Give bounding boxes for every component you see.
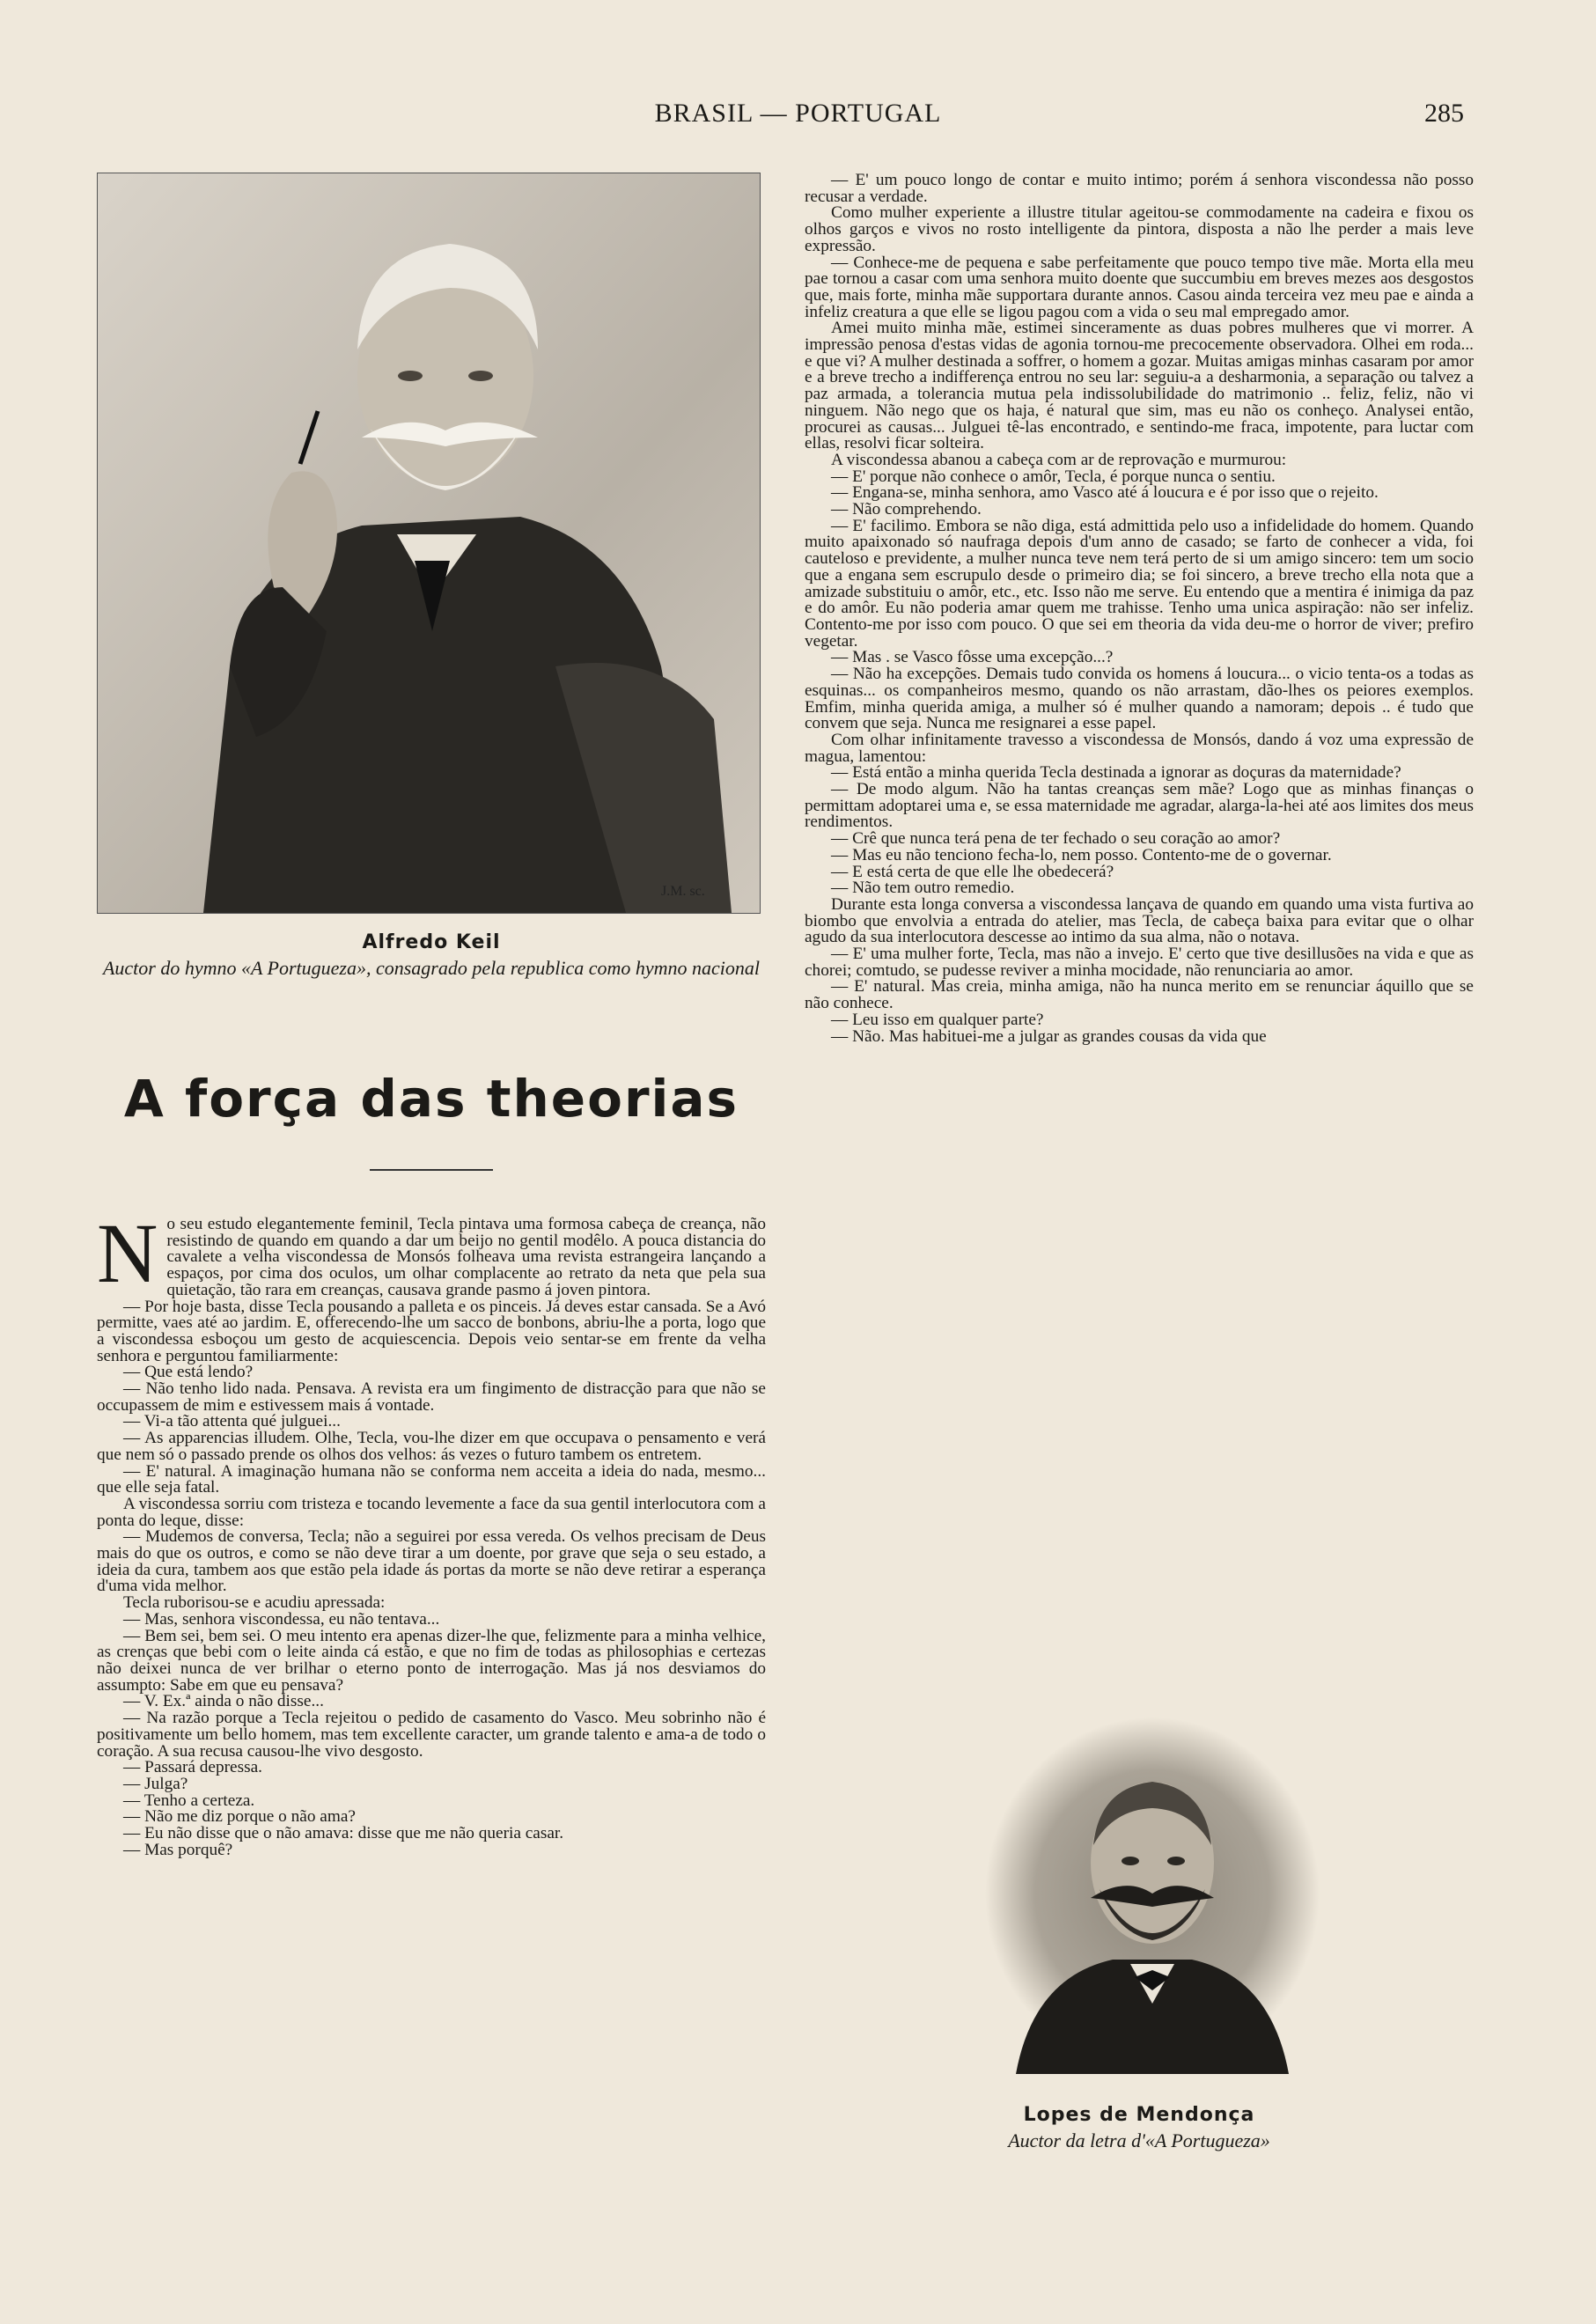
paragraph: — Não tem outro remedio. [831,879,1015,898]
paragraph: — Mas porquê? [123,1840,233,1859]
paragraph [97,1206,766,1300]
paragraph: — Não me diz porque o não ama? [123,1807,356,1827]
title-divider [370,1169,493,1171]
engraver-signature: J.M. sc. [661,884,705,899]
article-text-right [805,173,1474,1045]
page-number: 285 [1424,99,1464,128]
paragraph: — Bem sei, bem sei. O meu intento era apenas dizer-lhe que, felizmente para a minha velhice, as crenças que bebi com o leite ainda cá estão, e que no fim de todas as philosophias e certezas não deixei nunca de ver brilhar o eterno ponto de interrogação. Mas já nos desviamos do assumpto: Sabe em que eu pensava? [97,1626,766,1695]
paragraph: — Não. Mas habituei-me a julgar as grandes cousas da vida que [831,1026,1267,1046]
paragraph: — Por hoje basta, disse Tecla pousando a palleta e os pinceis. Já deves estar cansada. Se a Avó permitte, vaes até ao jardim. E, offerecendo-lhe um sacco de bonbons, abriu-lhe a porta, logo que a viscondessa esboçou um gesto de acquiescencia. Depois veio sentar-se em frente da velha senhora e perguntou familiarmente: [97,1297,766,1365]
article-text-left [97,1206,766,1859]
caption-name: Alfredo Keil [362,931,501,953]
portrait-vignette [981,1713,1324,2074]
right-column [805,173,1474,2303]
paragraph: — Que está lendo? [123,1363,254,1382]
paragraph: Amei muito minha mãe, estimei sinceramente as duas pobres mulheres que vi morrer. A impressão penosa d'estas vidas de agonia tornou-me precocemente observadora. Olhei em roda... e que vi? A mulher destinada a soffrer, o homem a gozar. Muitas amigas minhas casaram por amor e a breve trecho a indifferença entrou no seu lar: seguiu-a a desharmonia, a separação ou talvez a paz armada, a tolerancia mutua pela indissolubilidade do matrimonio .. feliz, feliz, não vi ninguem. Não nego que os haja, é natural que sim, mas eu não os conheço. Analysei então, procurei as causas... Julguei tê-las encontrado, e sentindo-me fraca, impotente, para luctar com ellas, resolvi ficar solteira. [805,319,1474,453]
paragraph: — Vi-a tão attenta qué julguei... [123,1412,341,1431]
portrait-photo-alfredo-keil [97,173,761,914]
paragraph-text: o seu estudo elegantemente feminil, Tecla pintava uma formosa cabeça de creança, não resistindo de quando em quando a dar um beijo no gentil modêlo. A pouca distancia do cavalete a velha viscondessa de Monsós folheava uma revista estrangeira lançando a espaços, por cima dos oculos, um olhar complacente ao retrato da neta que pela sua quietação, tão rara em creanças, causava grande pasmo á joven pintora. [166,1215,766,1299]
paragraph: — Não ha excepções. Demais tudo convida os homens á loucura... o vicio tenta-os a todas as esquinas... os companheiros mesmo, quando os não arrastam, dão-lhes os peiores exemplos. Emfim, minha querida amiga, a mulher só é mulher quando a namoram; depois .. é tudo que convem que seja. Nunca me resignarei a esse papel. [805,665,1474,733]
caption-description: Auctor da letra d'«A Portugueza» [1008,2129,1270,2151]
paragraph: — E' natural. Mas creia, minha amiga, não ha nunca merito em se renunciar áquillo que se não conhece. [805,977,1474,1013]
paragraph: — Não comprehendo. [831,500,982,519]
left-column [97,173,766,2303]
paragraph: Tecla ruborisou-se e acudiu apressada: [123,1593,386,1613]
paragraph: — E' uma mulher forte, Tecla, mas não a invejo. E' certo que tive desillusões na vida e que as chorei; comtudo, se pudesse reviver a minha mocidade, não renunciaria ao amor. [805,945,1474,980]
paragraph: — De modo algum. Não ha tantas creanças sem mãe? Logo que as minhas finanças o permittam adoptarei uma e, se essa maternidade me agradar, alarga-la-hei até aos limites dos meus rendimentos. [805,780,1474,832]
paragraph: — E' porque não conhece o amôr, Tecla, é porque nunca o sentiu. [831,467,1276,486]
paragraph: — As apparencias illudem. Olhe, Tecla, vou-lhe dizer em que occupava o pensamento e verá que nem só o passado prende os olhos dos velhos: ás vezes o futuro tambem os entretem. [97,1429,766,1464]
paragraph: Como mulher experiente a illustre titular ageitou-se commodamente na cadeira e fixou os olhos garços e vivos no rosto intelligente da pintora, disposta a não lhe perder a mais leve expressão. [805,203,1474,255]
portrait-photo-lopes-de-mendonca [981,1713,1324,2074]
portrait-illustration [98,173,760,913]
paragraph: — Julga? [123,1774,188,1793]
caption-name: Lopes de Mendonça [1023,2104,1255,2126]
paragraph: — Conhece-me de pequena e sabe perfeitamente que pouco tempo tive mãe. Morta ella meu pae tornou a casar com uma senhora muito doente que succumbiu em breves mezes aos desgostos que, mais forte, minha mãe supportara durante annos. Casou ainda terceira vez meu pae e ainda a infeliz creatura a que elle se ligou pagou com a vida o seu mal empregado amor. [805,253,1474,321]
paragraph: A viscondessa sorriu com tristeza e tocando levemente a face da sua gentil interlocutora com a ponta do leque, disse: [97,1494,766,1530]
portrait-caption-keil [97,931,766,979]
paragraph: — E' um pouco longo de contar e muito intimo; porém á senhora viscondessa não posso recusar a verdade. [805,171,1474,206]
paragraph: — Mas eu não tenciono fecha-lo, nem posso. Contento-me de o governar. [831,845,1332,864]
paragraph: — Está então a minha querida Tecla destinada a ignorar as doçuras da maternidade? [831,763,1401,783]
paragraph: A viscondessa abanou a cabeça com ar de reprovação e murmurou: [831,450,1287,469]
paragraph: — E está certa de que elle lhe obedecerá? [831,862,1114,881]
drop-cap: N [97,1206,158,1300]
portrait-caption-mendonca [805,2104,1474,2151]
caption-description: Auctor do hymno «A Portugueza», consagrado pela republica como hymno nacional [102,957,761,979]
paragraph: — Tenho a certeza. [123,1791,255,1810]
paragraph: — Na razão porque a Tecla rejeitou o pedido de casamento do Vasco. Meu sobrinho não é positivamente um bello homem, mas tem excellente caracter, um grande talento e ama-a de todo o coração. A sua recusa causou-lhe vivo desgosto. [97,1709,766,1761]
paragraph: — Mas . se Vasco fôsse uma excepção...? [831,648,1114,667]
paragraph: — Crê que nunca terá pena de ter fechado o seu coração ao amor? [831,829,1281,849]
paragraph: — Não tenho lido nada. Pensava. A revista era um fingimento de distracção para que não se occupassem de mim e estivessem mais á vontade. [97,1379,766,1415]
running-title: BRASIL — PORTUGAL [654,99,942,128]
paragraph: — Eu não disse que o não amava: disse que me não queria casar. [123,1824,564,1843]
article-title: A força das theorias [123,1069,739,1129]
paragraph: — Mudemos de conversa, Tecla; não a seguirei por essa vereda. Os velhos precisam de Deus mais do que os outros, e como se não deve tirar a um doente, por grave que seja o seu estado, a ideia da cura, tambem aos que estão pela idade ás portas da morte se não deve retirar a esperança d'uma vida melhor. [97,1527,766,1596]
paragraph: Com olhar infinitamente travesso a viscondessa de Monsós, dando á voz uma expressão de magua, lamentou: [805,730,1474,766]
paragraph: — Leu isso em qualquer parte? [831,1010,1044,1029]
paragraph: — Passará depressa. [123,1758,262,1777]
paragraph: — V. Ex.ª ainda o não disse... [123,1692,324,1711]
paragraph: Durante esta longa conversa a viscondessa lançava de quando em quando uma vista furtiva ao biombo que envolvia a entrada do atelier, mas Tecla, de cabeça baixa para evitar que o olhar agudo da sua interlocutora descesse ao intimo da sua alma, não o notava. [805,894,1474,947]
paragraph: — E' natural. A imaginação humana não se conforma nem acceita a ideia do nada, mesmo... que elle seja fatal. [97,1461,766,1497]
page-header [0,99,1596,143]
paragraph: — E' facilimo. Embora se não diga, está admittida pelo uso a infidelidade do homem. Quando muito apaixonado só naufraga depois d'um anno de casado; se farto de conhecer a vida, foi cauteloso e previdente, a mulher nunca teve nem terá perto de si um amigo sincero: tem um socio que a engana sem escrupulo desde o primeiro dia; se foi sincero, a breve trecho ella nota que a amizade substituiu o amôr, etc., etc. Isso não me serve. Eu entendo que a mentira é inimiga da paz e do amôr. Eu não poderia amar quem me trahisse. Tenho uma unica aspiração: não ser infeliz. Contento-me por isso com pouco. O que sei em theoria da vida deu-me o horror de viver; prefiro vegetar. [805,516,1474,651]
paragraph: — Engana-se, minha senhora, amo Vasco até á loucura e é por isso que o rejeito. [831,483,1379,503]
paragraph: — Mas, senhora viscondessa, eu não tentava... [123,1609,440,1629]
